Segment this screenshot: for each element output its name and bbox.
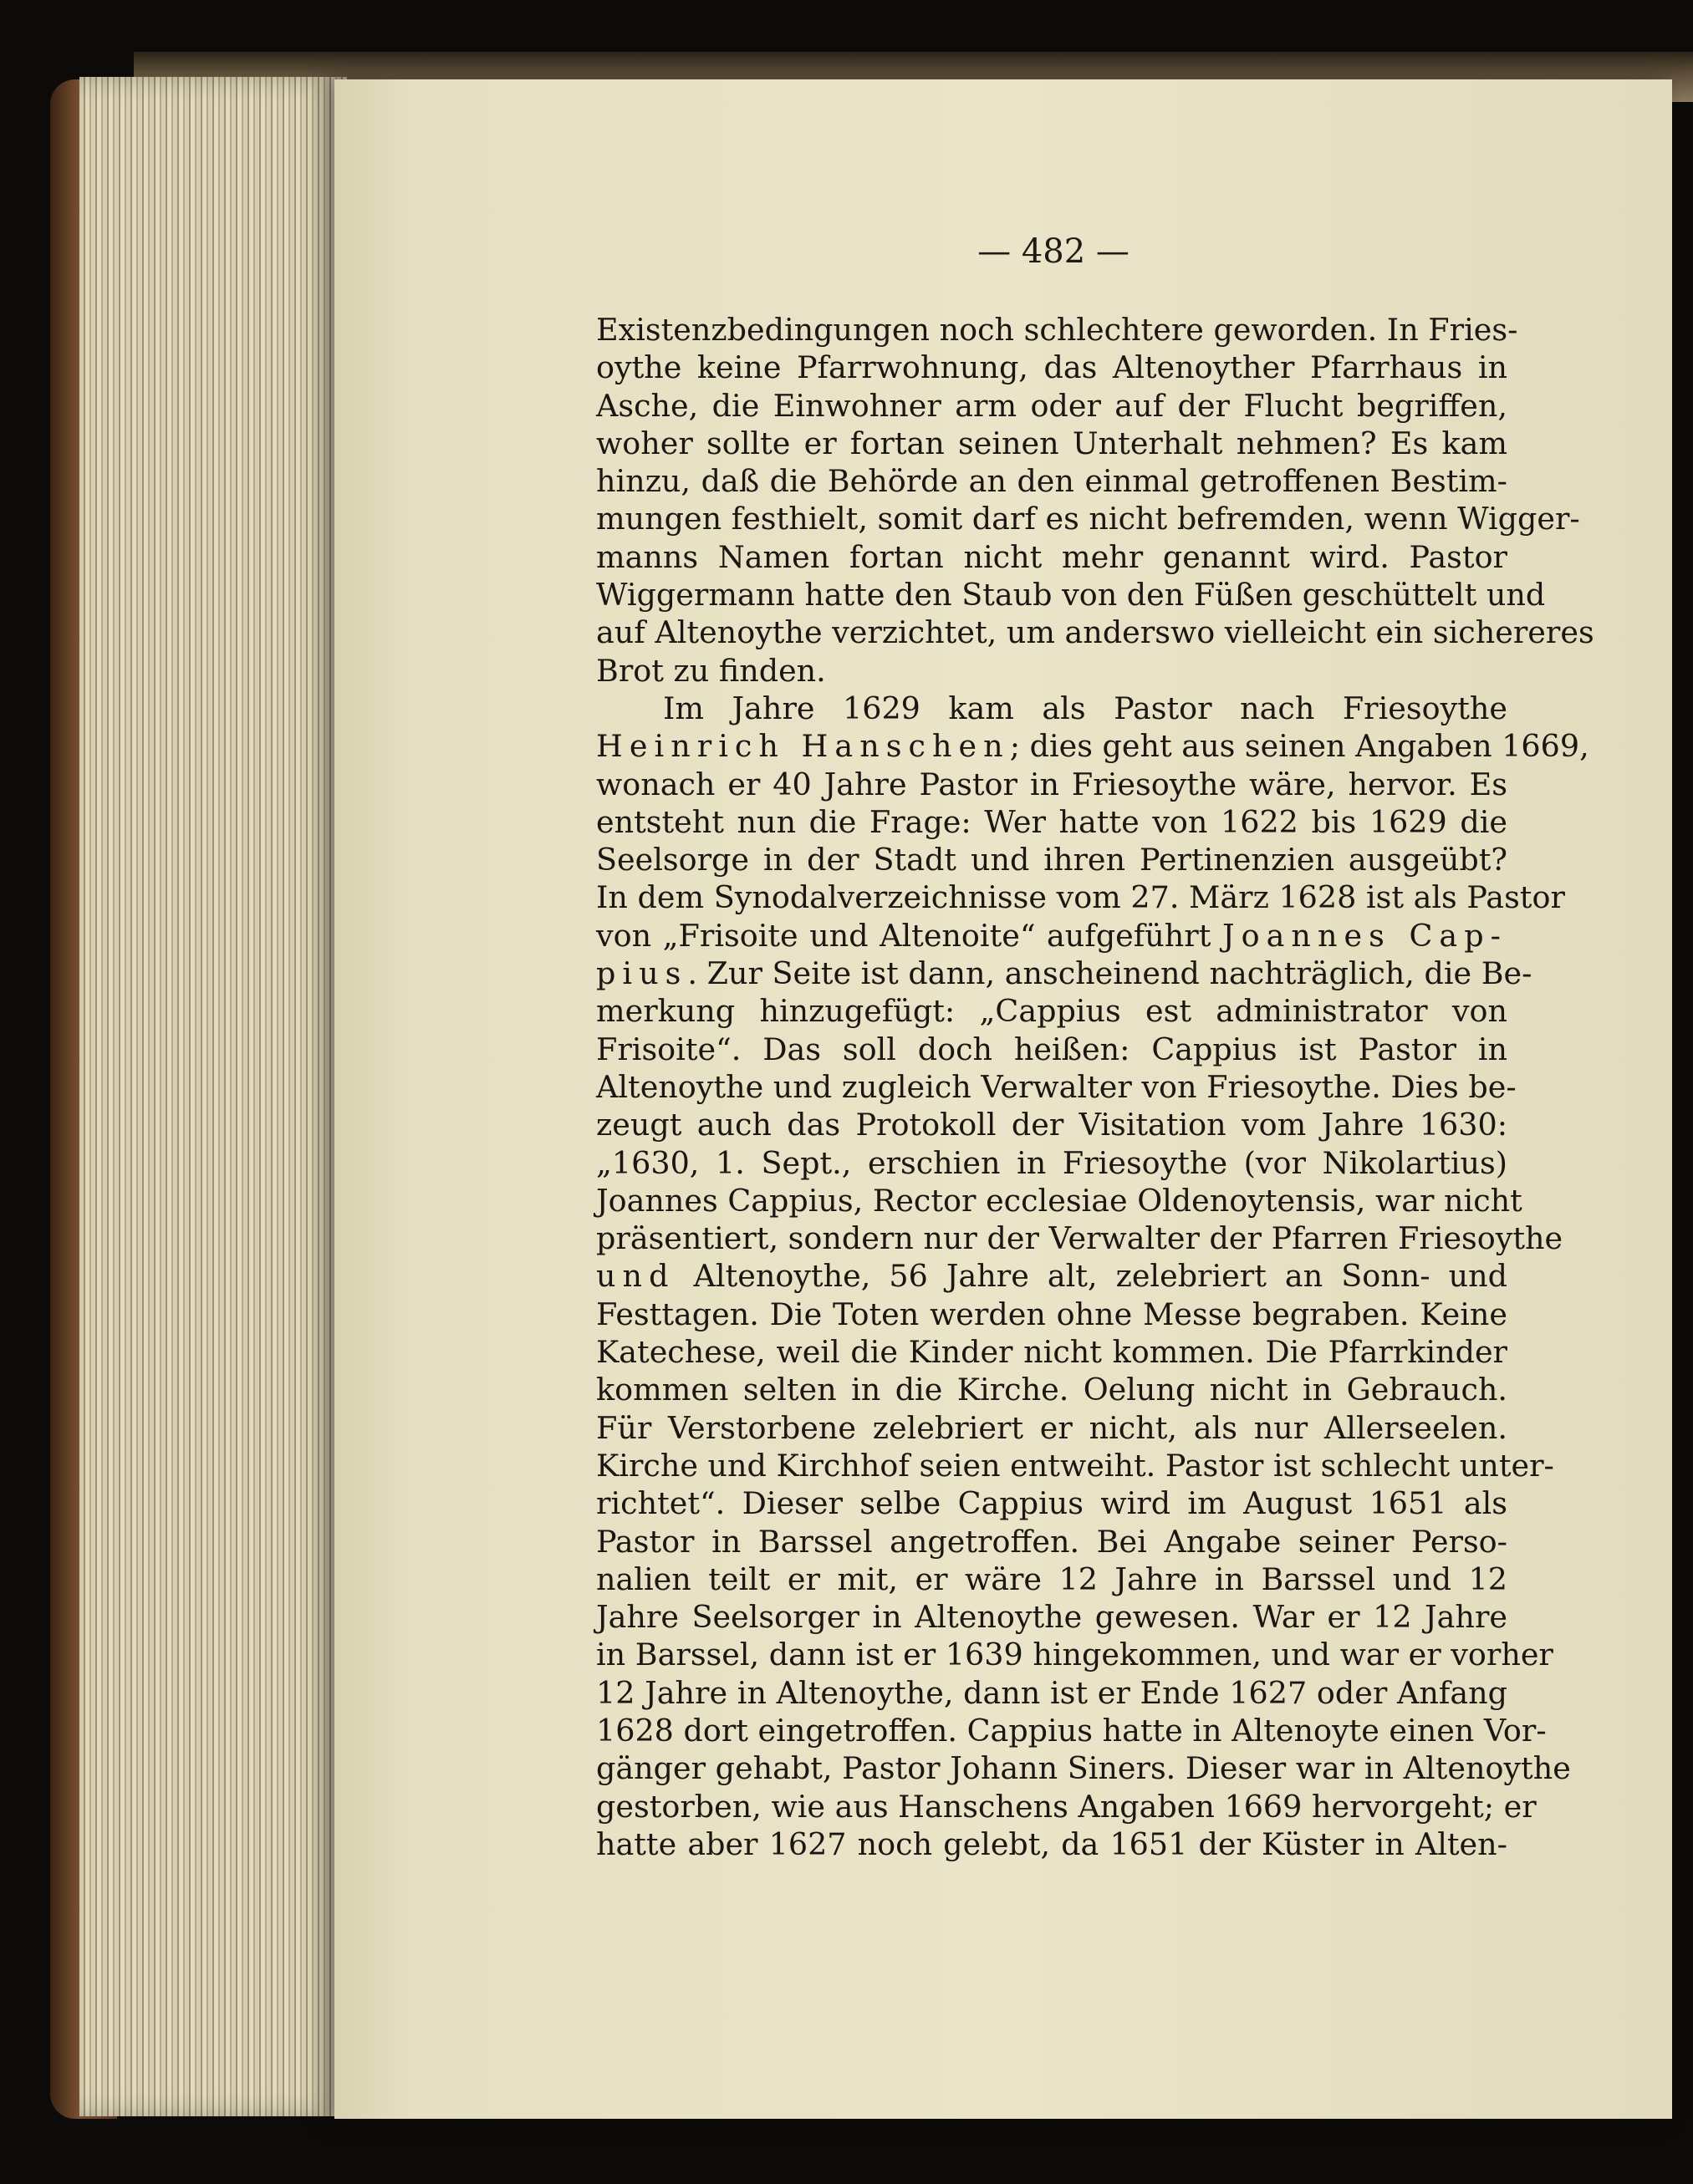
text-line: „1630, 1. Sept., erschien in Friesoythe (vor Nikolartius) — [596, 1144, 1507, 1181]
text-line: mungen festhielt, somit darf es nicht befremden, wenn Wigger- — [596, 501, 1580, 537]
text-line: In dem Synodalverzeichnisse vom 27. März 1628 ist als Pastor — [596, 879, 1565, 916]
text-line: Katechese, weil die Kinder nicht kommen. Die Pfarrkinder — [596, 1334, 1507, 1371]
text-line — [596, 727, 1589, 765]
text-line: entsteht nun die Frage: Wer hatte von 1622 bis 1629 die — [596, 803, 1507, 840]
text-line: merkung hinzugefügt: „Cappius est administrator von — [596, 993, 1507, 1030]
text-line: gestorben, wie aus Hanschens Angaben 1669 hervorgeht; er — [596, 1788, 1537, 1825]
text-line: gänger gehabt, Pastor Johann Siners. Dieser war in Altenoythe — [596, 1750, 1571, 1787]
text-segment: Altenoythe, 56 Jahre alt, zelebriert an Sonn- und — [675, 1258, 1507, 1295]
page-number: — 482 — — [977, 232, 1130, 271]
text-line: 1628 dort eingetroffen. Cappius hatte in Altenoyte einen Vor- — [596, 1712, 1547, 1749]
text-line: hatte aber 1627 noch gelebt, da 1651 der Küster in Alten- — [596, 1825, 1507, 1862]
spaced-name: Joannes Cap- — [1221, 917, 1507, 954]
page-body-text — [596, 311, 1594, 1863]
text-line: kommen selten in die Kirche. Oelung nicht in Gebrauch. — [596, 1372, 1507, 1408]
text-line: Kirche und Kirchhof seien entweiht. Pastor ist schlecht unter- — [596, 1447, 1554, 1484]
text-line: hinzu, daß die Behörde an den einmal getroffenen Bestim- — [596, 463, 1507, 500]
text-line: in Barssel, dann ist er 1639 hingekommen, und war er vorher — [596, 1637, 1553, 1673]
text-line: Wiggermann hatte den Staub von den Füßen geschüttelt und — [596, 577, 1546, 613]
text-line: Festtagen. Die Toten werden ohne Messe begraben. Keine — [596, 1296, 1507, 1332]
text-line: Im Jahre 1629 kam als Pastor nach Friesoythe — [663, 690, 1507, 726]
page-stack-left — [79, 77, 347, 2116]
text-line: Asche, die Einwohner arm oder auf der Flucht begriffen, — [596, 387, 1507, 424]
text-line: Brot zu finden. — [596, 652, 826, 689]
text-line: Altenoythe und zugleich Verwalter von Friesoythe. Dies be- — [596, 1068, 1517, 1105]
text-line: richtet“. Dieser selbe Cappius wird im August 1651 als — [596, 1485, 1507, 1522]
text-line: präsentiert, sondern nur der Verwalter der Pfarren Friesoythe — [596, 1220, 1563, 1257]
text-line: zeugt auch das Protokoll der Visitation vom Jahre 1630: — [596, 1107, 1507, 1143]
text-line: Pastor in Barssel angetroffen. Bei Angabe seiner Perso- — [596, 1523, 1507, 1560]
spaced-name: Heinrich Hanschen — [596, 728, 1010, 765]
text-segment: . Zur Seite ist dann, anscheinend nachträglich, die Be- — [687, 955, 1532, 992]
spaced-name: und — [596, 1258, 676, 1295]
text-line: 12 Jahre in Altenoythe, dann ist er Ende 1627 oder Anfang — [596, 1674, 1507, 1711]
text-line — [596, 955, 1532, 992]
spaced-name: pius — [596, 955, 688, 992]
text-line: wonach er 40 Jahre Pastor in Friesoythe wäre, hervor. Es — [596, 766, 1507, 802]
text-line — [596, 917, 1507, 955]
text-line: Für Verstorbene zelebriert er nicht, als nur Allerseelen. — [596, 1409, 1507, 1446]
text-segment: von „Frisoite und Altenoite“ aufgeführt — [596, 917, 1222, 954]
text-line: Existenzbedingungen noch schlechtere geworden. In Fries- — [596, 312, 1518, 348]
text-line: woher sollte er fortan seinen Unterhalt nehmen? Es kam — [596, 425, 1507, 461]
text-segment: ; dies geht aus seinen Angaben 1669, — [1009, 728, 1589, 765]
text-line: Jahre Seelsorger in Altenoythe gewesen. War er 12 Jahre — [596, 1599, 1507, 1636]
text-line: Frisoite“. Das soll doch heißen: Cappius ist Pastor in — [596, 1031, 1507, 1067]
text-line: nalien teilt er mit, er wäre 12 Jahre in Barssel und 12 — [596, 1560, 1507, 1597]
text-line: oythe keine Pfarrwohnung, das Altenoyther Pfarrhaus in — [596, 349, 1507, 386]
text-line: Seelsorge in der Stadt und ihren Pertinenzien ausgeübt? — [596, 842, 1507, 878]
text-line: manns Namen fortan nicht mehr genannt wird. Pastor — [596, 538, 1507, 575]
text-line: auf Altenoythe verzichtet, um anderswo vielleicht ein sichereres — [596, 614, 1594, 651]
text-line: Joannes Cappius, Rector ecclesiae Oldenoytensis, war nicht — [596, 1182, 1522, 1219]
text-line — [596, 1257, 1507, 1295]
